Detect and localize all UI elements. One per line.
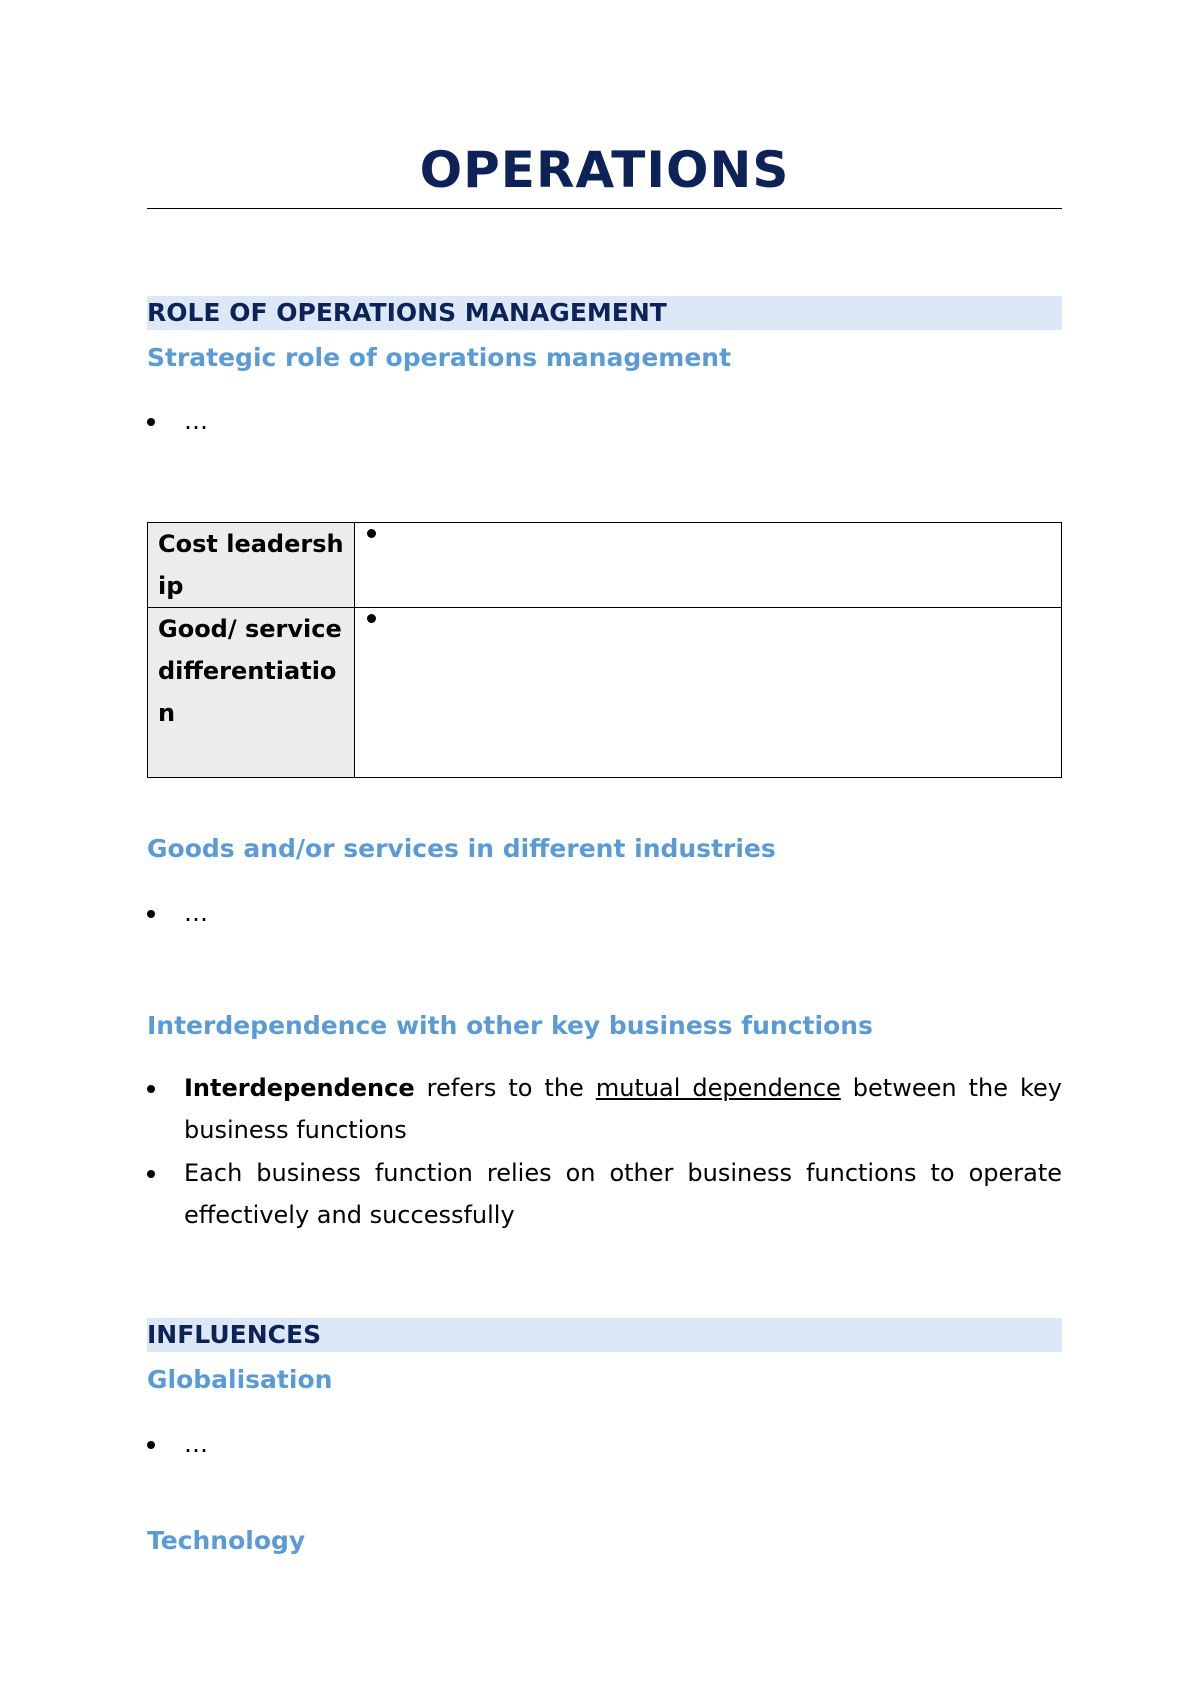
bullet-text: … [184,1430,208,1458]
subheading-technology: Technology [147,1526,306,1555]
bullet-icon [147,418,155,426]
bullet-icon [367,529,376,538]
list-item [147,892,1062,934]
bullet-text: … [184,407,208,435]
definition-text-start: refers to the [426,1074,584,1102]
list-item [147,1152,1062,1236]
definition-text-end: between the key business functions [184,1074,1062,1144]
underlined-phrase: mutual dependence [595,1074,841,1102]
subheading-strategic-role: Strategic role of operations management [147,343,732,372]
bullet-icon [147,1170,155,1178]
table-row-label: Cost leadership [148,523,355,608]
list-item [147,1423,1062,1465]
title-divider [147,208,1062,209]
table-row-label: Good/ service differentiation [148,608,355,778]
list-item [147,400,1062,442]
section-heading-role-of-operations [147,296,1062,330]
term-interdependence: Interdependence [184,1074,415,1102]
bullet-icon [147,1441,155,1449]
document-title: OPERATIONS [419,141,790,199]
section-heading-text: INFLUENCES [147,1320,322,1349]
table-row [148,523,1062,608]
subheading-globalisation: Globalisation [147,1365,333,1394]
subheading-goods-services: Goods and/or services in different industries [147,834,776,863]
bullet-icon [367,614,376,623]
section-heading-text: ROLE OF OPERATIONS MANAGEMENT [147,298,667,327]
table-row [148,608,1062,778]
section-heading-influences [147,1318,1062,1352]
bullet-text [184,1067,1062,1151]
bullet-icon [147,1085,155,1093]
bullet-text: … [184,899,208,927]
list-item [147,1067,1062,1151]
bullet-icon [147,910,155,918]
table-row-content [355,608,1062,778]
strategy-table [147,522,1062,778]
subheading-interdependence: Interdependence with other key business functions [147,1011,873,1040]
table-row-content [355,523,1062,608]
bullet-text: Each business function relies on other business functions to operate effectively and successfully [184,1159,1062,1229]
